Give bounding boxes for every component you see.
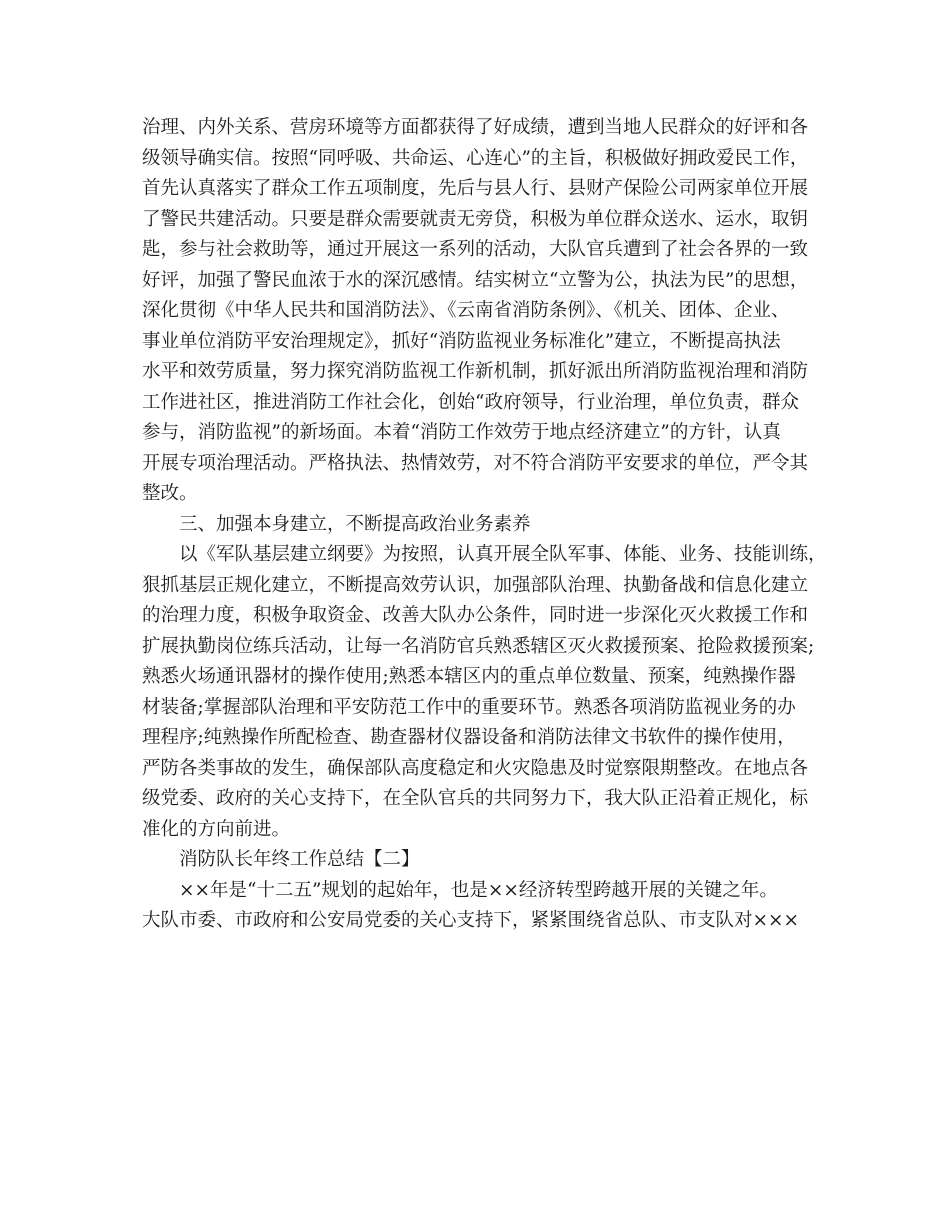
text-line: 狠抓基层正规化建立，不断提高效劳认识，加强部队治理、执勤备战和信息化建立 (142, 574, 809, 596)
text-line: 大队市委、市政府和公安局党委的关心支持下，紧紧围绕省总队、市支队对××× (142, 910, 800, 931)
text-line: 的治理力度，积极争取资金、改善大队办公条件，同时进一步深化灭火救援工作和 (142, 605, 809, 626)
text-line: 开展专项治理活动。严格执法、热情效劳，对不符合消防平安要求的单位，严令其 (142, 452, 809, 474)
paragraph-first-line: ××年是“十二五”规划的起始年，也是××经济转型跨越开展的关键之年。 (179, 879, 778, 901)
text-line: 事业单位消防平安治理规定》，抓好“消防监视业务标准化”建立，不断提高执法 (142, 330, 781, 352)
text-line: 准化的方向前进。 (142, 818, 291, 840)
text-line: 扩展执勤岗位练兵活动，让每一名消防官兵熟悉辖区灭火救援预案、抢险救援预案; (142, 635, 815, 657)
text-line: 好评，加强了警民血浓于水的深沉感情。结实树立“立警为公，执法为民”的思想， (142, 269, 809, 291)
text-line: 治理、内外关系、营房环境等方面都获得了好成绩，遭到当地人民群众的好评和各 (142, 117, 809, 138)
section-heading: 三、加强本身建立，不断提高政治业务素养 (179, 513, 531, 535)
text-line: 严防各类事故的发生，确保部队高度稳定和火灾隐患及时觉察限期整改。在地点各 (142, 757, 809, 779)
text-line: 级领导确实信。按照“同呼吸、共命运、心连心”的主旨，积极做好拥政爱民工作， (142, 147, 809, 169)
text-line: 参与，消防监视”的新场面。本着“消防工作效劳于地点经济建立”的方针，认真 (142, 422, 781, 443)
text-line: 整改。 (142, 483, 198, 504)
text-line: 深化贯彻《中华人民共和国消防法》、《云南省消防条例》、《机关、团体、企业、 (142, 300, 790, 321)
text-line: 理程序;纯熟操作所配检查、勘查器材仪器设备和消防法律文书软件的操作使用， (142, 727, 796, 748)
text-line: 熟悉火场通讯器材的操作使用;熟悉本辖区内的重点单位数量、预案，纯熟操作器 (142, 666, 796, 687)
text-line: 工作进社区，推进消防工作社会化，创始“政府领导，行业治理，单位负责，群众 (142, 391, 799, 413)
text-line: 匙，参与社会救助等，通过开展这一系列的活动，大队官兵遭到了社会各界的一致 (142, 239, 809, 260)
text-line: 了警民共建活动。只要是群众需要就责无旁贷，积极为单位群众送水、运水，取钥 (142, 208, 809, 230)
text-line: 级党委、政府的关心支持下，在全队官兵的共同努力下，我大队正沿着正规化，标 (142, 788, 809, 809)
text-line: 材装备;掌握部队治理和平安防范工作中的重要环节。熟悉各项消防监视业务的办 (142, 696, 796, 718)
text-line: 水平和效劳质量，努力探究消防监视工作新机制，抓好派出所消防监视治理和消防 (142, 361, 809, 382)
text-line: 首先认真落实了群众工作五项制度，先后与县人行、县财产保险公司两家单位开展 (142, 178, 809, 199)
document-body (142, 113, 827, 937)
paragraph-first-line: 以《军队基层建立纲要》为按照，认真开展全队军事、体能、业务、技能训练， (179, 544, 827, 565)
section-title: 消防队长年终工作总结【二】 (179, 849, 420, 870)
